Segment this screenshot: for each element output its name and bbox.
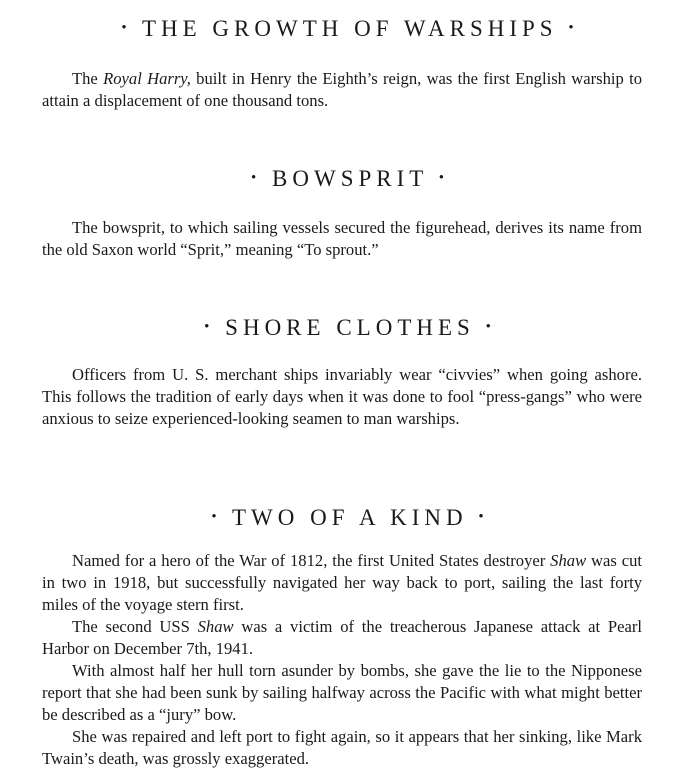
paragraph-growth-of-warships <box>42 68 642 112</box>
ship-name: Royal Harry, <box>103 69 191 88</box>
paragraph-second-shaw <box>42 616 642 660</box>
body-text: was a victim of the treacherous Japanese attack at Pearl Harbor on December 7th, 1941. <box>42 617 642 658</box>
body-text: Officers from U. S. merchant ships invariably wear “civvies” when going ashore. This follows the tradition of early days when it was done to fool “press-gangs” who were anxious to seize experienced-looking seamen to man warships. <box>42 365 642 428</box>
bullet-right: • <box>485 319 496 336</box>
bullet-left: • <box>211 509 222 526</box>
paragraph-bowsprit <box>42 217 642 261</box>
bullet-right: • <box>438 170 449 187</box>
heading-text: BOWSPRIT <box>272 166 428 191</box>
bullet-right: • <box>478 509 489 526</box>
bullet-right: • <box>568 20 579 37</box>
section-two-of-a-kind <box>42 550 642 770</box>
heading-text: THE GROWTH OF WARSHIPS <box>141 16 558 41</box>
heading-text: TWO OF A KIND <box>232 505 468 530</box>
bullet-left: • <box>251 170 262 187</box>
body-text: The second USS <box>72 617 198 636</box>
body-text: built in Henry the Eighth’s reign, was the first English warship to attain a displacement of one thousand tons. <box>42 69 642 110</box>
paragraph-repaired: She was repaired and left port to fight again, so it appears that her sinking, like Mark Twain’s death, was grossly exaggerated. <box>42 727 642 768</box>
paragraph-first-shaw <box>42 550 642 616</box>
heading-shore-clothes <box>0 315 700 341</box>
ship-name: Shaw <box>550 551 587 570</box>
heading-two-of-a-kind <box>0 505 700 531</box>
body-text: The bowsprit, to which sailing vessels secured the figurehead, derives its name from the old Saxon world “Sprit,” meaning “To sprout.” <box>42 218 642 259</box>
heading-bowsprit <box>0 166 700 192</box>
body-text: Named for a hero of the War of 1812, the first United States destroyer <box>72 551 551 570</box>
heading-text: SHORE CLOTHES <box>225 315 475 340</box>
bullet-left: • <box>121 20 132 37</box>
heading-growth-of-warships <box>0 16 700 42</box>
bullet-left: • <box>204 319 215 336</box>
body-text: The <box>72 69 104 88</box>
paragraph-hull-torn: With almost half her hull torn asunder by bombs, she gave the lie to the Nipponese report that she had been sunk by sailing halfway across the Pacific with what might better be described as a “jury” bow. <box>42 661 642 724</box>
paragraph-shore-clothes <box>42 364 642 430</box>
body-text: was cut in two in 1918, but successfully navigated her way back to port, sailing the last forty miles of the voyage stern first. <box>42 551 642 614</box>
ship-name: Shaw <box>197 617 234 636</box>
